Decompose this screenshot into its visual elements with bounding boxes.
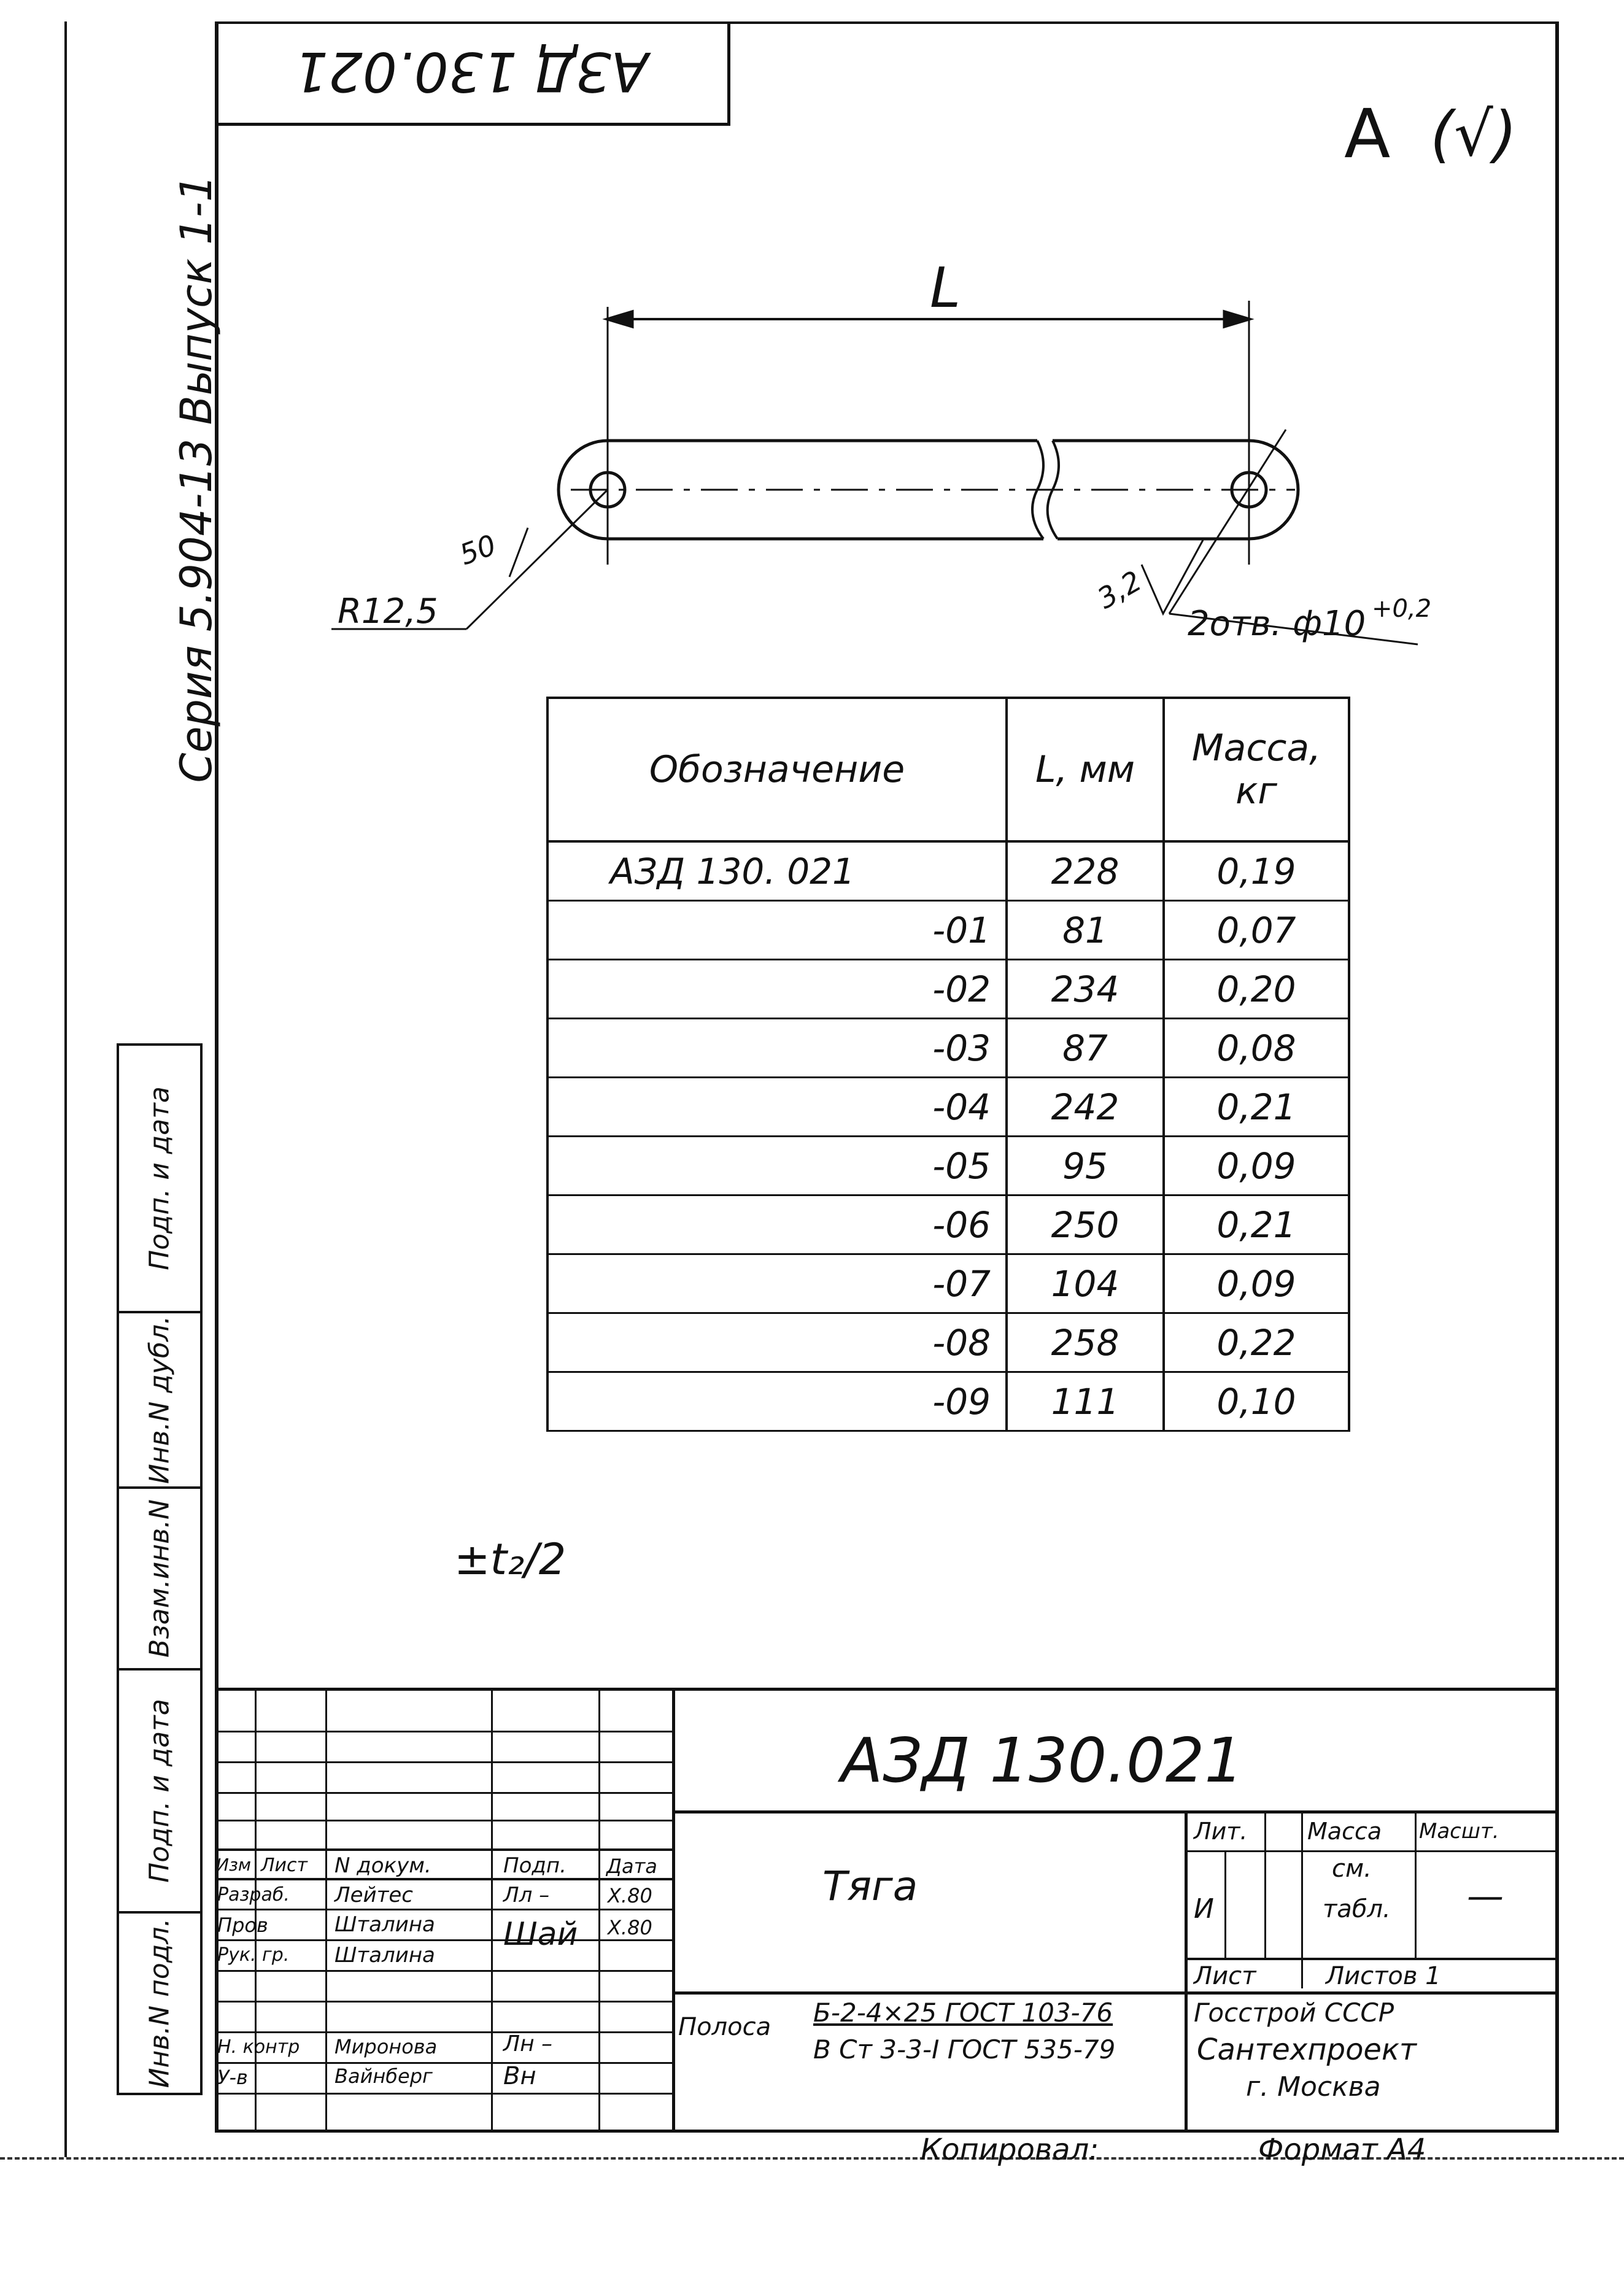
- tb-person: Вайнберг: [334, 2064, 433, 2088]
- tb-person: Лейтес: [334, 1883, 413, 1907]
- footer-copied: Копировал:: [921, 2133, 1099, 2167]
- spec-header: L, мм: [1007, 698, 1164, 841]
- tb-header-sign: Подп.: [503, 1853, 566, 1878]
- tb-scale-value: —: [1467, 1875, 1504, 1918]
- tb-date: Х.80: [608, 1916, 652, 1939]
- tb-org-line2: Сантехпроект: [1197, 2033, 1417, 2067]
- margin-stamp-2: Инв.N дубл.: [117, 1311, 203, 1489]
- tolerance-note: ±t₂/2: [454, 1534, 566, 1585]
- tb-signature: Лн –: [503, 2031, 553, 2057]
- tb-sheet-label: Лист: [1194, 1962, 1256, 1990]
- tb-header-izm: Изм: [216, 1855, 251, 1875]
- tb-org-line3: г. Москва: [1246, 2071, 1381, 2103]
- tb-date: Х.80: [608, 1884, 652, 1907]
- radius-label: R12,5: [338, 592, 438, 632]
- table-row: -03 87 0,08: [547, 1019, 1349, 1078]
- tb-mass-value-1: см.: [1332, 1855, 1372, 1883]
- table-row: АЗД 130. 021 228 0,19: [547, 841, 1349, 901]
- margin-stamp-5: Инв.N подл.: [117, 1911, 203, 2095]
- title-block: [215, 1688, 1559, 2133]
- tb-header-list: Лист: [261, 1855, 308, 1876]
- tb-org-line1: Госстрой СССР: [1194, 1998, 1394, 2028]
- tb-material-line2: В Ст 3-3-I ГОСТ 535-79: [813, 2034, 1116, 2064]
- margin-stamp-4: Подп. и дата: [117, 1668, 203, 1914]
- tb-signature: Вн: [503, 2062, 536, 2090]
- table-row: -09 111 0,10: [547, 1372, 1349, 1431]
- tb-mass-value-2: табл.: [1323, 1895, 1391, 1923]
- series-note: Серия 5.904-13 Выпуск 1-1: [171, 174, 222, 783]
- tb-signature: Лл –: [503, 1883, 550, 1907]
- margin-stamp-3: Взам.инв.N: [117, 1486, 203, 1671]
- tb-scale-label: Масшт.: [1419, 1819, 1499, 1844]
- tb-sheets-label: Листов 1: [1326, 1962, 1441, 1990]
- tb-person: Шталина: [334, 1943, 435, 1968]
- tb-lit-value: И: [1194, 1893, 1214, 1925]
- tb-role: Разраб.: [217, 1884, 290, 1906]
- table-row: -04 242 0,21: [547, 1078, 1349, 1137]
- table-row: -05 95 0,09: [547, 1137, 1349, 1195]
- tb-part-name: Тяга: [822, 1863, 918, 1910]
- table-row: -08 258 0,22: [547, 1313, 1349, 1372]
- holes-tolerance: +0,2: [1372, 595, 1432, 623]
- table-row: -02 234 0,20: [547, 960, 1349, 1019]
- dim-50-label: 50: [455, 528, 501, 572]
- margin-stamp-1: Подп. и дата: [117, 1043, 203, 1313]
- tb-mass-label: Масса: [1307, 1818, 1382, 1845]
- roughness-paren: (√): [1430, 98, 1517, 170]
- tb-material-label: Полоса: [678, 2013, 771, 2041]
- tb-role: Рук. гр.: [217, 1944, 290, 1966]
- table-row: -06 250 0,21: [547, 1195, 1349, 1254]
- table-row: -07 104 0,09: [547, 1254, 1349, 1313]
- spec-header-row: [547, 698, 1349, 841]
- tb-lit-label: Лит.: [1194, 1818, 1248, 1845]
- tb-person: Миронова: [334, 2035, 438, 2058]
- tb-role: У-в: [217, 2066, 248, 2089]
- spec-header: Масса, кг: [1164, 698, 1349, 841]
- roughness-symbol: ∀: [1344, 92, 1391, 171]
- tb-header-date: Дата: [606, 1855, 657, 1878]
- roughness-32-label: 3,2: [1091, 564, 1148, 616]
- table-row: -01 81 0,07: [547, 901, 1349, 960]
- holes-label: 2отв. ф10: [1188, 604, 1366, 644]
- stamp-designation: АЗД 130.021: [293, 40, 649, 103]
- spec-header: Обозначение: [547, 698, 1007, 841]
- tb-material-line1: Б-2-4×25 ГОСТ 103-76: [813, 1998, 1113, 2028]
- spec-table: [546, 697, 1350, 1432]
- tb-header-doc: N докум.: [334, 1853, 431, 1878]
- footer-format: Формат А4: [1258, 2133, 1426, 2167]
- tb-role: Н. контр: [217, 2036, 300, 2058]
- tb-designation: АЗД 130.021: [841, 1725, 1243, 1796]
- dim-L-label: L: [930, 256, 961, 320]
- tb-role: Пров: [217, 1914, 268, 1937]
- tb-person: Шталина: [334, 1912, 435, 1937]
- part-drawing: [0, 0, 1624, 706]
- tb-signature: Шай: [503, 1916, 578, 1953]
